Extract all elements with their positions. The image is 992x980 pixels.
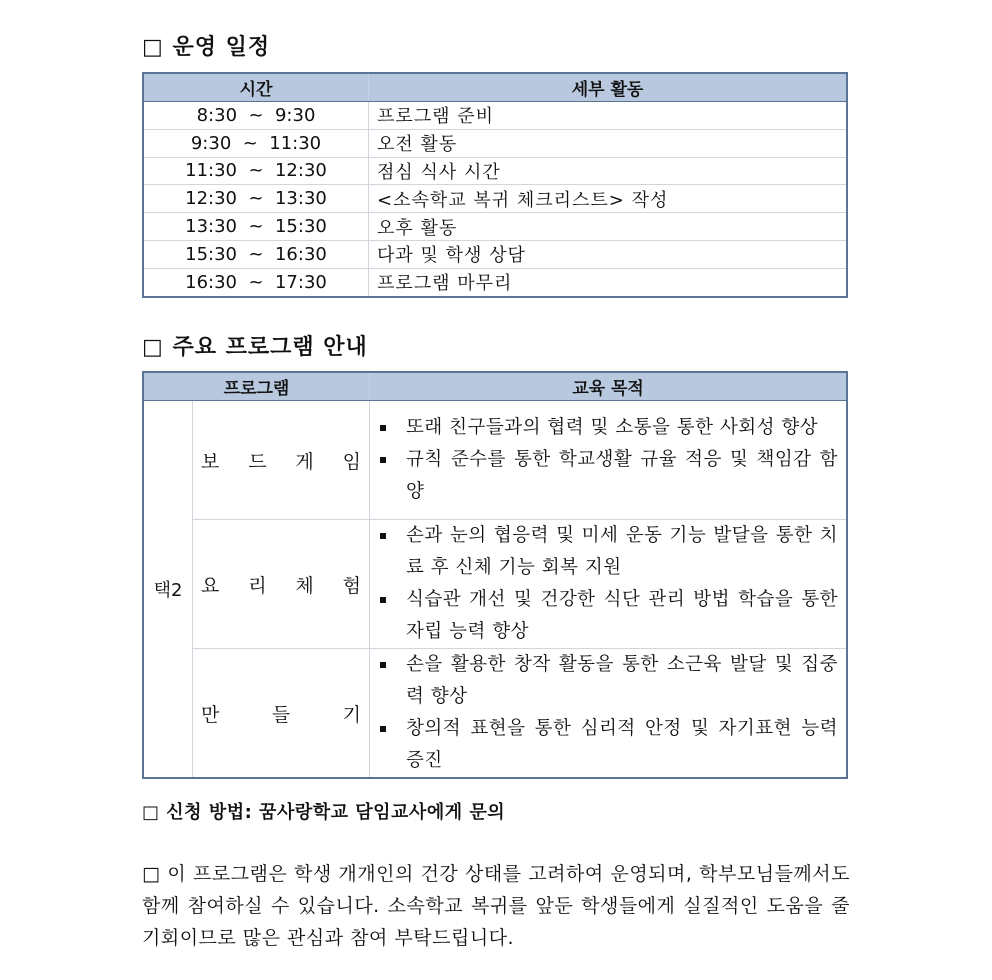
program-name-text <box>201 700 361 727</box>
program-name <box>193 520 370 649</box>
program-name-char: 만 <box>201 703 220 726</box>
table-row <box>143 649 847 779</box>
schedule-section-title: □ 운영 일정 <box>142 35 271 60</box>
list-item <box>378 713 838 777</box>
schedule-time: 16:30 ~ 17:30 <box>143 268 369 296</box>
schedule-body <box>143 102 847 297</box>
program-choice-label: 택2 <box>143 401 193 779</box>
schedule-activity: 오전 활동 <box>369 129 848 157</box>
program-name-char: 보 <box>201 450 220 473</box>
goal-text: 손과 눈의 협응력 및 미세 운동 기능 발달을 통한 치료 후 신체 기능 회복 지원 <box>406 525 838 578</box>
schedule-time: 8:30 ~ 9:30 <box>143 102 369 130</box>
schedule-activity: 오후 활동 <box>369 213 848 241</box>
table-row <box>143 268 847 296</box>
table-row <box>143 401 847 520</box>
goal-text: 규칙 준수를 통한 학교생활 규율 적응 및 책임감 함양 <box>406 449 838 502</box>
program-goals <box>370 649 848 779</box>
table-row <box>143 520 847 649</box>
programs-section-title: □ 주요 프로그램 안내 <box>142 335 368 360</box>
table-row <box>143 129 847 157</box>
goal-text: 창의적 표현을 통한 심리적 안정 및 자기표현 능력 증진 <box>406 718 838 771</box>
list-item <box>378 444 838 508</box>
programs-body <box>143 401 847 779</box>
square-bullet-icon <box>380 662 386 668</box>
program-name-char: 험 <box>342 574 361 597</box>
program-name-text <box>201 447 361 474</box>
program-name-char: 요 <box>201 574 220 597</box>
square-bullet-icon <box>380 425 386 431</box>
goal-list <box>378 412 838 508</box>
schedule-activity: 점심 식사 시간 <box>369 157 848 185</box>
schedule-time: 12:30 ~ 13:30 <box>143 185 369 213</box>
program-note: □ 이 프로그램은 학생 개개인의 건강 상태를 고려하여 운영되며, 학부모님들께서도 함께 참여하실 수 있습니다. 소속학교 복귀를 앞둔 학생들에게 실질적인 도움을 줄 기회이므로 많은 관심과 참여 부탁드립니다. <box>142 863 850 949</box>
square-bullet-icon <box>380 533 386 539</box>
list-item <box>378 412 838 444</box>
programs-table <box>142 371 848 779</box>
schedule-activity: 프로그램 준비 <box>369 102 848 130</box>
goal-list <box>378 649 838 777</box>
program-name-char: 드 <box>248 450 267 473</box>
schedule-table <box>142 72 848 298</box>
list-item <box>378 649 838 713</box>
table-row <box>143 157 847 185</box>
table-row <box>143 240 847 268</box>
table-row <box>143 102 847 130</box>
schedule-activity: 다과 및 학생 상담 <box>369 240 848 268</box>
programs-header-row <box>143 372 847 401</box>
goal-text: 식습관 개선 및 건강한 식단 관리 방법 학습을 통한 자립 능력 향상 <box>406 589 838 642</box>
list-item <box>378 520 838 584</box>
schedule-time: 15:30 ~ 16:30 <box>143 240 369 268</box>
schedule-time: 13:30 ~ 15:30 <box>143 213 369 241</box>
table-row <box>143 213 847 241</box>
square-bullet-icon <box>380 726 386 732</box>
schedule-time: 11:30 ~ 12:30 <box>143 157 369 185</box>
program-name-char: 리 <box>248 574 267 597</box>
schedule-header-row <box>143 73 847 102</box>
schedule-time: 9:30 ~ 11:30 <box>143 129 369 157</box>
program-goals <box>370 401 848 520</box>
goal-list <box>378 520 838 648</box>
programs-header-goal: 교육 목적 <box>370 372 848 401</box>
goal-text: 손을 활용한 창작 활동을 통한 소근육 발달 및 집중력 향상 <box>406 654 838 707</box>
programs-header-program: 프로그램 <box>143 372 370 401</box>
program-name-char: 들 <box>271 703 291 726</box>
list-item <box>378 584 838 648</box>
program-name-text <box>201 571 361 598</box>
square-bullet-icon <box>380 597 386 603</box>
schedule-activity: <소속학교 복귀 체크리스트> 작성 <box>369 185 848 213</box>
program-name <box>193 649 370 779</box>
table-row <box>143 185 847 213</box>
square-bullet-icon <box>380 457 386 463</box>
program-name-char: 게 <box>295 450 314 473</box>
program-goals <box>370 520 848 649</box>
program-name-char: 체 <box>295 574 314 597</box>
program-name-char: 임 <box>342 450 361 473</box>
schedule-header-activity: 세부 활동 <box>369 73 848 102</box>
program-name <box>193 401 370 520</box>
program-name-char: 기 <box>342 703 361 726</box>
goal-text: 또래 친구들과의 협력 및 소통을 통한 사회성 향상 <box>406 417 819 438</box>
schedule-header-time: 시간 <box>143 73 369 102</box>
schedule-activity: 프로그램 마무리 <box>369 268 848 296</box>
application-method: □ 신청 방법: 꿈사랑학교 담임교사에게 문의 <box>142 802 506 823</box>
